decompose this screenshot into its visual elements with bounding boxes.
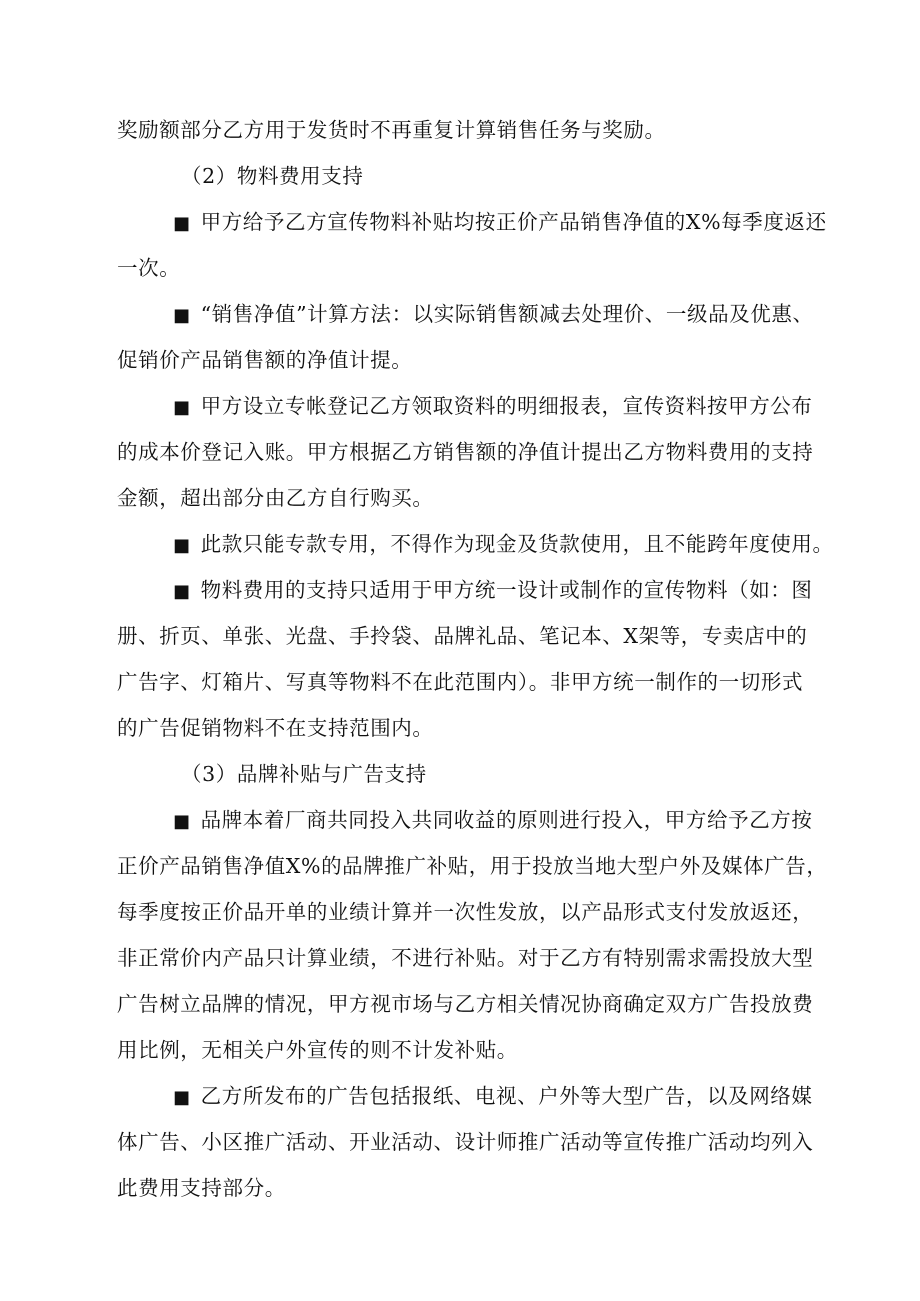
bullet-text: “销售净值”计算方法：以实际销售额减去处理价、一级品及优惠、 [200,302,814,326]
bullet-square-icon: ■ [173,397,191,418]
bullet-item [117,800,841,840]
text-line: 正价产品销售净值X%的品牌推广补贴，用于投放当地大型户外及媒体广告， [117,854,828,878]
text-line: 的广告促销物料不在支持范围内。 [117,716,434,740]
bullet-text: 乙方所发布的广告包括报纸、电视、户外等大型广告，以及网络媒 [200,1084,813,1108]
bullet-item [117,202,841,242]
text-line: 非正常价内产品只计算业绩，不进行补贴。对于乙方有特别需求需投放大型 [117,946,814,970]
text-line: 的成本价登记入账。甲方根据乙方销售额的净值计提出乙方物料费用的支持 [117,440,814,464]
text-line: 册、折页、单张、光盘、手拎袋、品牌礼品、笔记本、X架等，专卖店中的 [117,624,808,648]
bullet-item [117,524,841,564]
bullet-text: 此款只能专款专用，不得作为现金及货款使用，且不能跨年度使用。 [200,532,834,556]
bullet-text: 甲方给予乙方宣传物料补贴均按正价产品销售净值的X%每季度返还 [200,210,827,234]
text-line: 促销价产品销售额的净值计提。 [117,348,413,372]
text-line: 每季度按正价品开单的业绩计算并一次性发放，以产品形式支付发放返还， [117,900,814,924]
bullet-item [117,386,841,426]
text-line: 广告树立品牌的情况，甲方视市场与乙方相关情况协商确定双方广告投放费 [117,992,814,1016]
text-line: 广告字、灯箱片、写真等物料不在此范围内）。非甲方统一制作的一切形式 [117,670,804,694]
bullet-item [117,570,841,610]
text-line: 体广告、小区推广活动、开业活动、设计师推广活动等宣传推广活动均列入 [117,1130,814,1154]
bullet-square-icon: ■ [173,581,191,602]
bullet-square-icon: ■ [173,1087,191,1108]
text-line: 此费用支持部分。 [117,1176,286,1200]
bullet-text: 物料费用的支持只适用于甲方统一设计或制作的宣传物料（如：图 [200,578,813,602]
bullet-square-icon: ■ [173,811,191,832]
bullet-text: 甲方设立专帐登记乙方领取资料的明细报表，宣传资料按甲方公布 [200,394,813,418]
text-line: 用比例，无相关户外宣传的则不计发补贴。 [117,1038,518,1062]
text-line: 奖励额部分乙方用于发货时不再重复计算销售任务与奖励。 [117,118,666,142]
section-heading: （2）物料费用支持 [181,164,364,188]
bullet-square-icon: ■ [173,213,191,234]
text-line: 一次。 [117,256,181,280]
bullet-square-icon: ■ [173,305,191,326]
section-heading: （3）品牌补贴与广告支持 [181,762,427,786]
bullet-square-icon: ■ [173,535,191,556]
text-line: 金额，超出部分由乙方自行购买。 [117,486,434,510]
bullet-item [117,294,841,334]
bullet-item [117,1076,841,1116]
bullet-text: 品牌本着厂商共同投入共同收益的原则进行投入，甲方给予乙方按 [200,808,813,832]
